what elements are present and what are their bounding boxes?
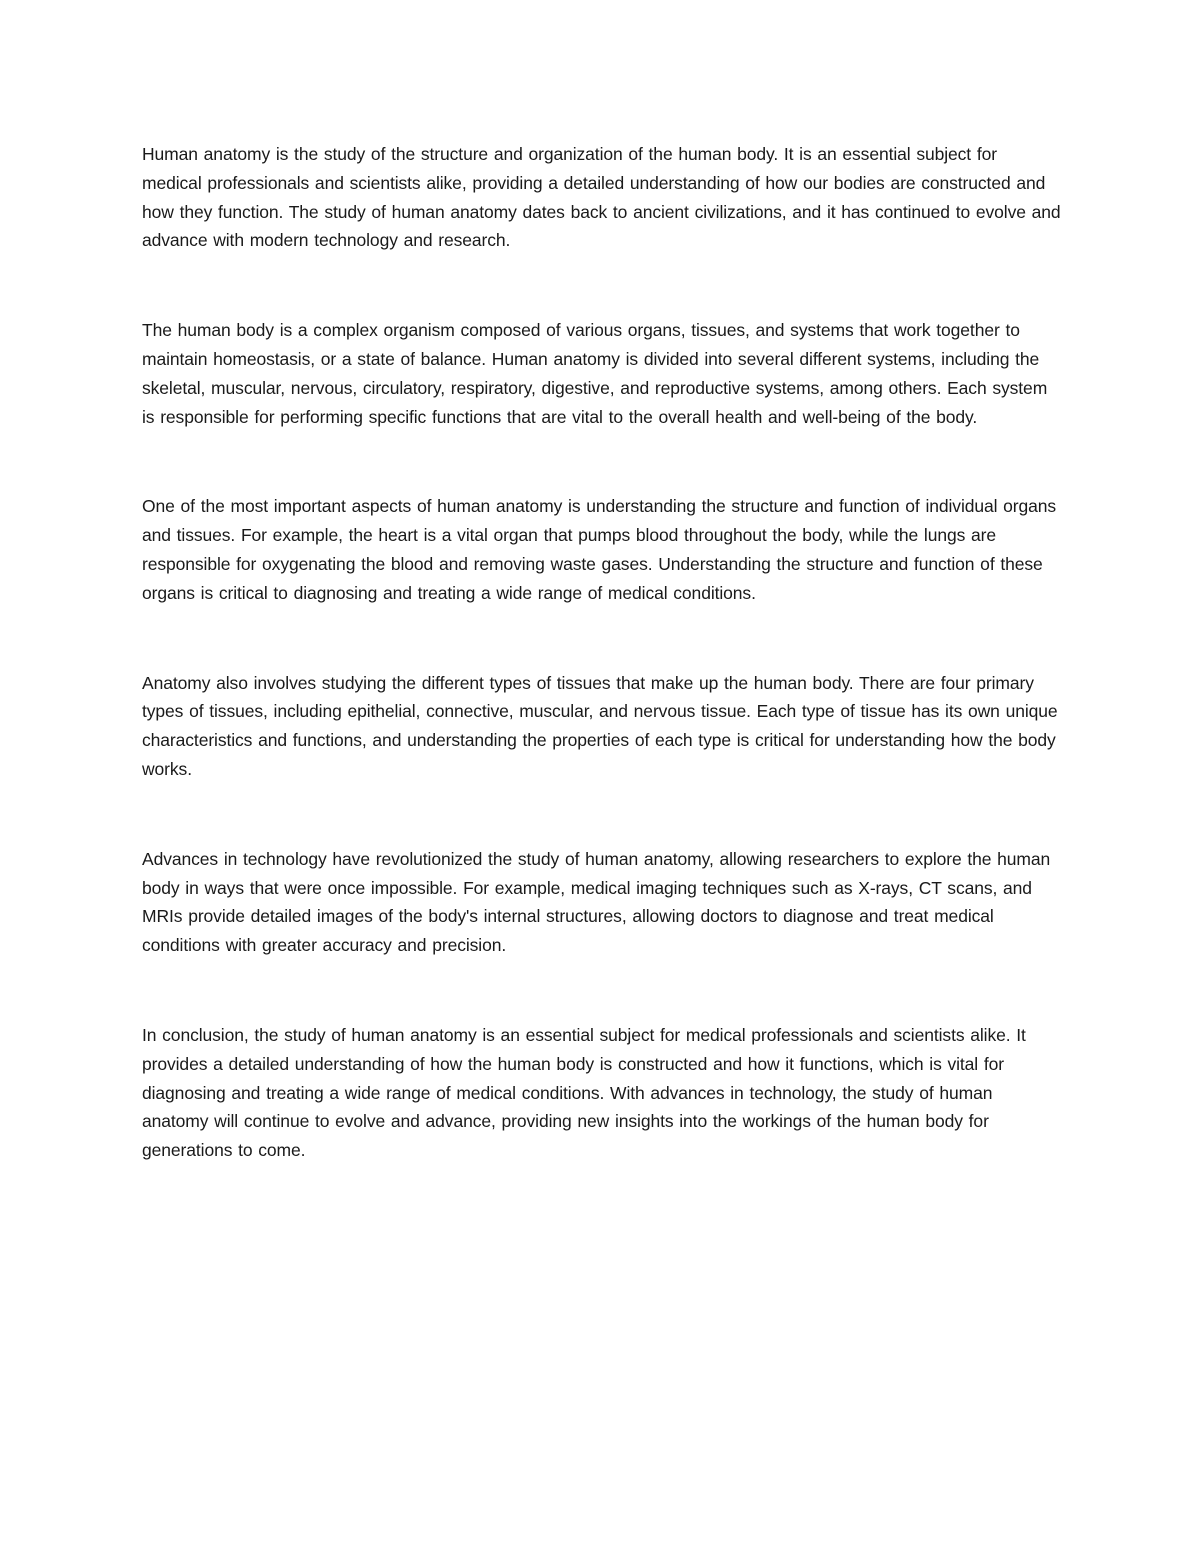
- paragraph-technology: Advances in technology have revolutionized the study of human anatomy, allowing researchers to explore the human body in ways that were once impossible. For example, medical imaging techniques such as X-rays, CT scans, and MRIs provide detailed images of the body's internal structures, allowing doctors to diagnose and treat medical conditions with greater accuracy and precision.: [142, 848, 1051, 956]
- paragraph-organs-tissues: One of the most important aspects of human anatomy is understanding the structure and function of individual organs and tissues. For example, the heart is a vital organ that pumps blood throughout the body, while the lungs are responsible for oxygenating the blood and removing waste gases. Understanding the structure and function of these organs is critical to diagnosing and treating a wide range of medical conditions.: [142, 496, 1057, 603]
- paragraph-tissue-types: Anatomy also involves studying the different types of tissues that make up the human body. There are four primary types of tissues, including epithelial, connective, muscular, and nervous tissue. Each type of tissue has its own unique characteristics and functions, and understanding the properties of each type is critical for understanding how the body works.: [142, 672, 1058, 779]
- paragraph-introduction: Human anatomy is the study of the structure and organization of the human body. It is an essential subject for medical professionals and scientists alike, providing a detailed understanding of how our bodies are constructed and how they function. The study of human anatomy dates back to ancient civilizations, and it has continued to evolve and advance with modern technology and research.: [142, 144, 1061, 251]
- paragraph-conclusion: In conclusion, the study of human anatomy is an essential subject for medical professionals and scientists alike. It provides a detailed understanding of how the human body is constructed and how it functions, which is vital for diagnosing and treating a wide range of medical conditions. With advances in technology, the study of human anatomy will continue to evolve and advance, providing new insights into the workings of the human body for generations to come.: [142, 1024, 1026, 1161]
- document-body: [142, 140, 1062, 1226]
- paragraph-body-systems: The human body is a complex organism composed of various organs, tissues, and systems that work together to maintain homeostasis, or a state of balance. Human anatomy is divided into several different systems, including the skeletal, muscular, nervous, circulatory, respiratory, digestive, and reproductive systems, among others. Each system is responsible for performing specific functions that are vital to the overall health and well-being of the body.: [142, 320, 1048, 427]
